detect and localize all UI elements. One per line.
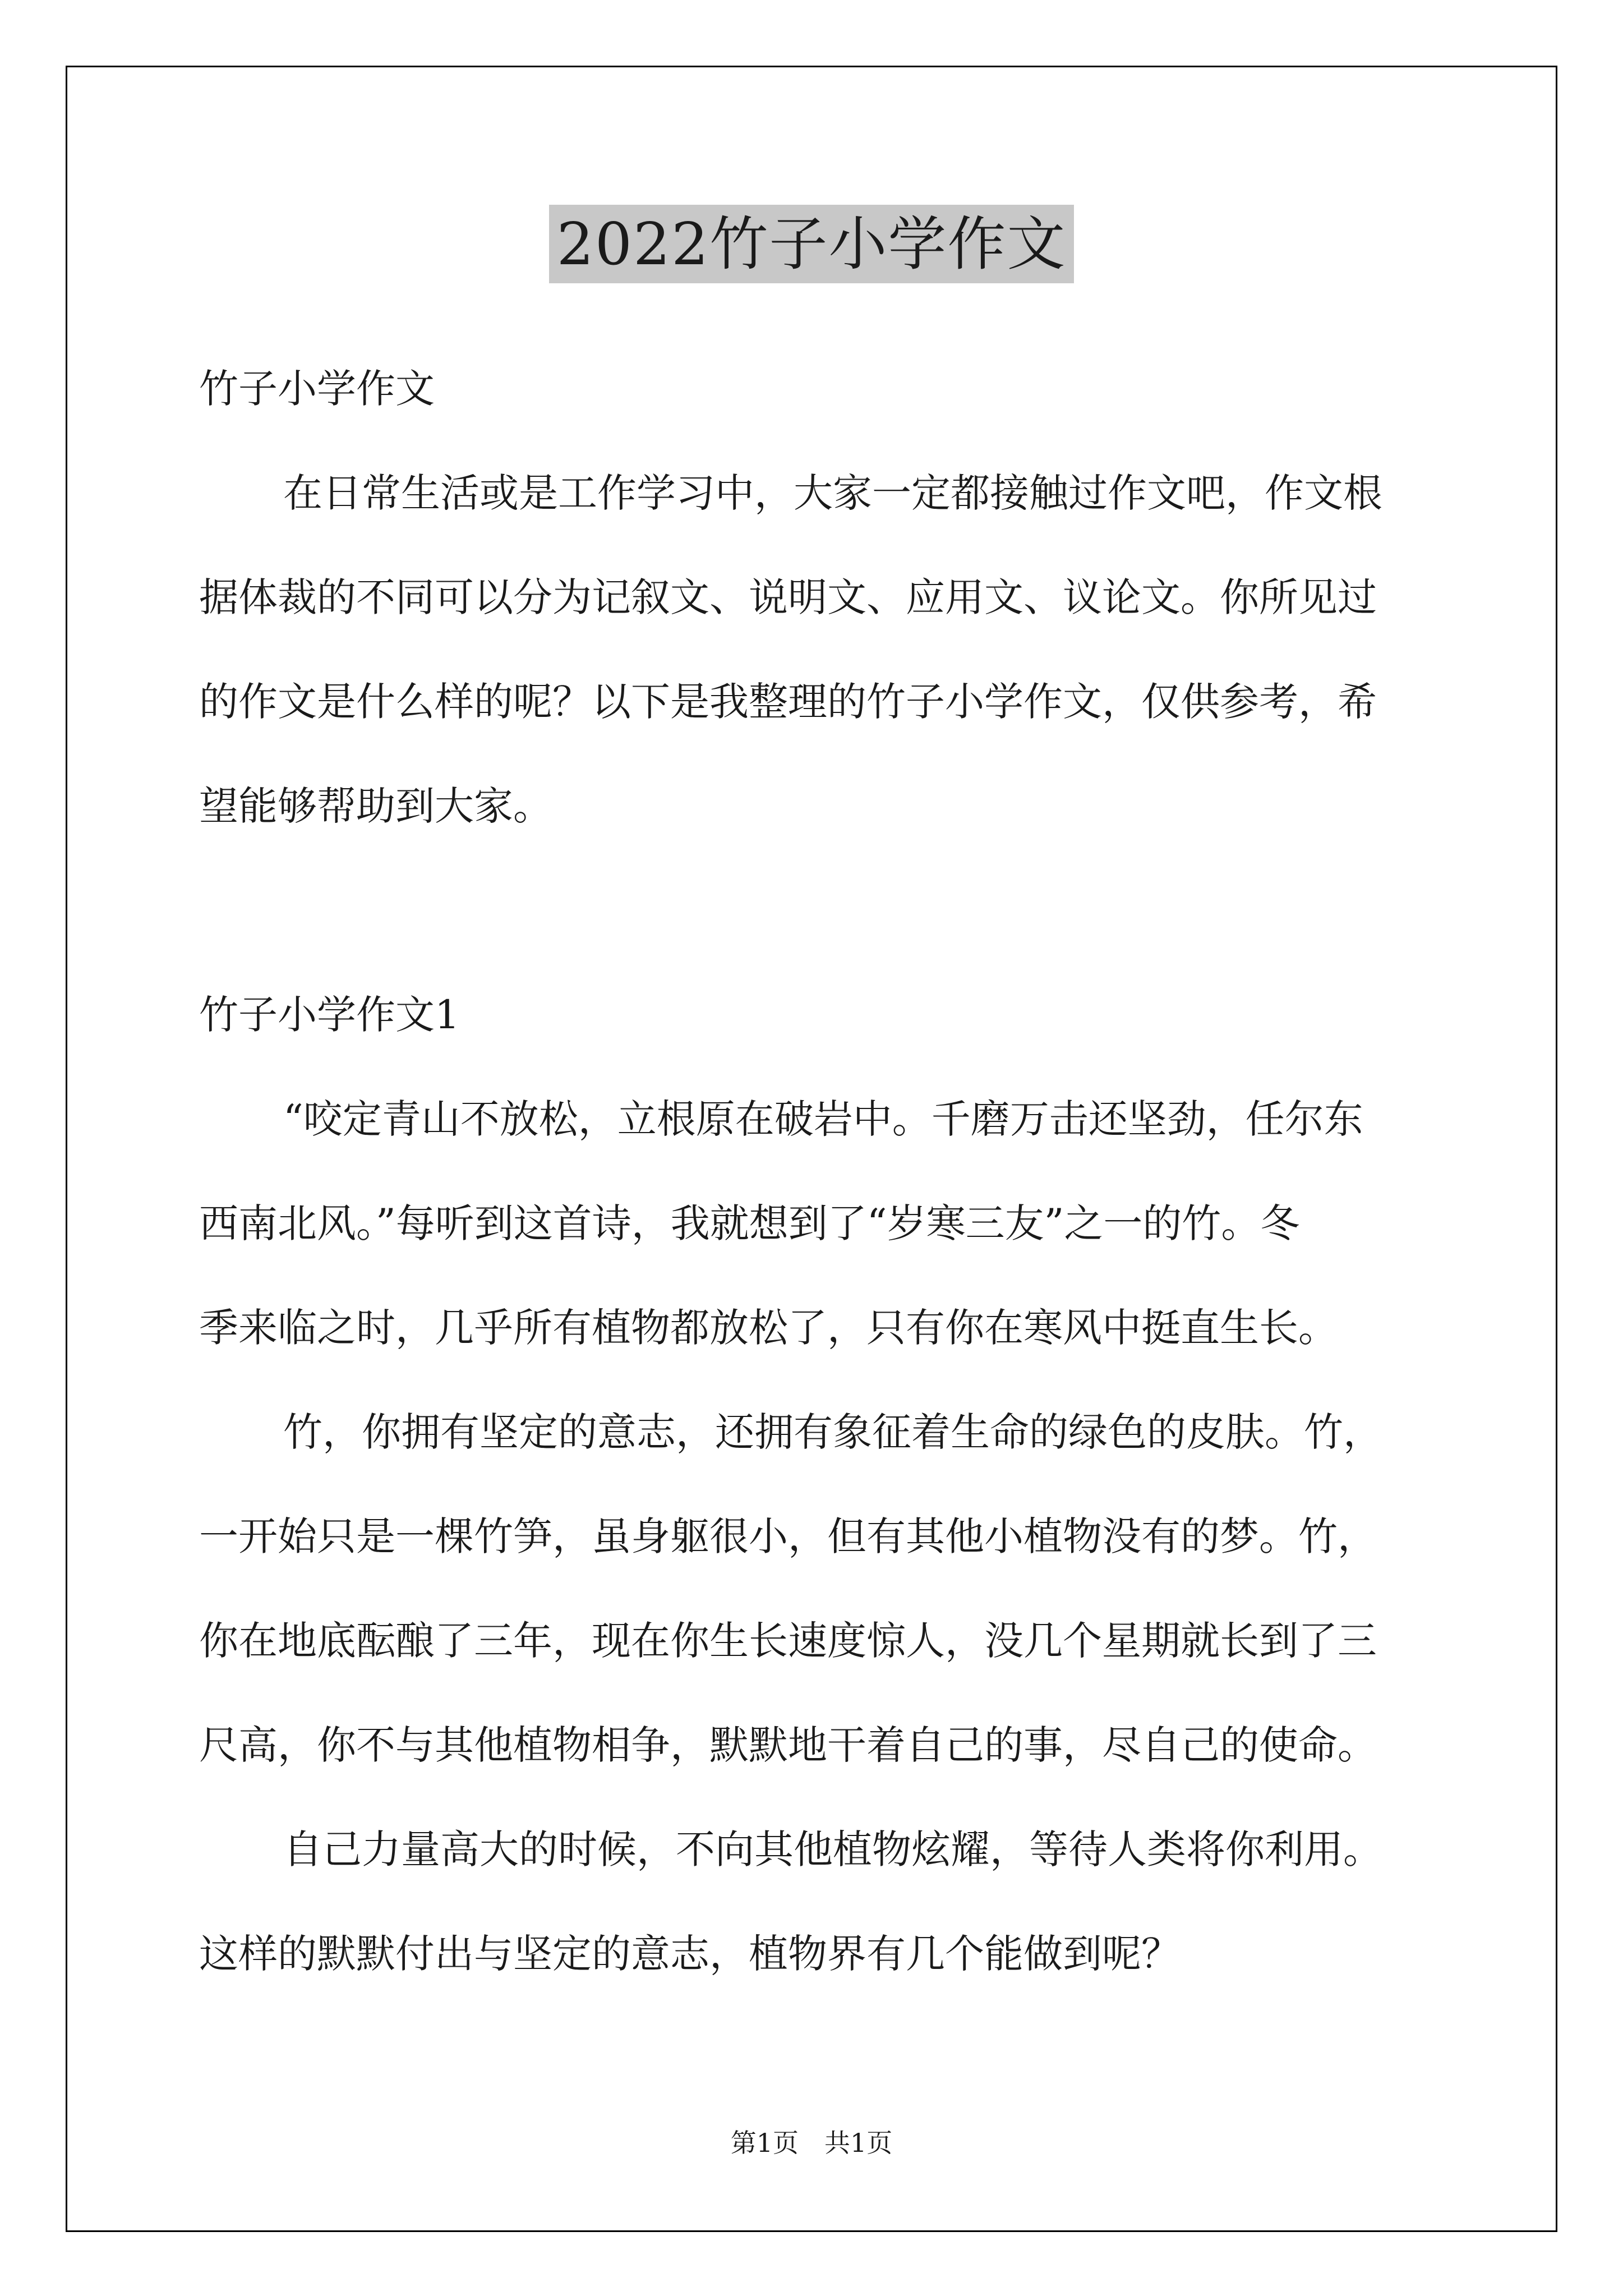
essay-line: 这样的默默付出与坚定的意志，植物界有几个能做到呢？ <box>199 1931 1181 1977</box>
essay-line: 自己力量高大的时候，不向其他植物炫耀，等待人类将你利用。 <box>283 1826 1382 1872</box>
page-footer <box>0 2126 1623 2160</box>
essay-line: 季来临之时，几乎所有植物都放松了，只有你在寒风中挺直生长。 <box>199 1305 1338 1351</box>
essay-heading: 竹子小学作文1 <box>199 992 460 1038</box>
essay-line: 竹，你拥有坚定的意志，还拥有象征着生命的绿色的皮肤。竹， <box>283 1409 1382 1455</box>
title-container <box>0 205 1623 283</box>
paragraph-gap <box>199 858 1433 963</box>
document-title: 2022竹子小学作文 <box>549 205 1075 283</box>
essay-line: “咬定青山不放松，立根原在破岩中。千磨万击还坚劲，任尔东 <box>283 1096 1363 1142</box>
essay-line: 你在地底酝酿了三年，现在你生长速度惊人，没几个星期就长到了三 <box>199 1618 1377 1664</box>
document-body <box>199 337 1433 2006</box>
intro-line: 在日常生活或是工作学习中，大家一定都接触过作文吧，作文根 <box>283 470 1382 516</box>
essay-line: 西南北风。”每听到这首诗，我就想到了“岁寒三友”之一的竹。冬 <box>199 1200 1300 1246</box>
intro-line: 据体裁的不同可以分为记叙文、说明文、应用文、议论文。你所见过 <box>199 574 1377 620</box>
essay-line: 尺高，你不与其他植物相争，默默地干着自己的事，尽自己的使命。 <box>199 1722 1377 1768</box>
intro-line: 望能够帮助到大家。 <box>199 783 552 829</box>
essay-line: 一开始只是一棵竹笋，虽身躯很小，但有其他小植物没有的梦。竹， <box>199 1513 1377 1559</box>
page-number: 第1页 共1页 <box>730 2128 893 2158</box>
section-heading: 竹子小学作文 <box>199 366 435 412</box>
intro-line: 的作文是什么样的呢？以下是我整理的竹子小学作文，仅供参考，希 <box>199 679 1377 725</box>
